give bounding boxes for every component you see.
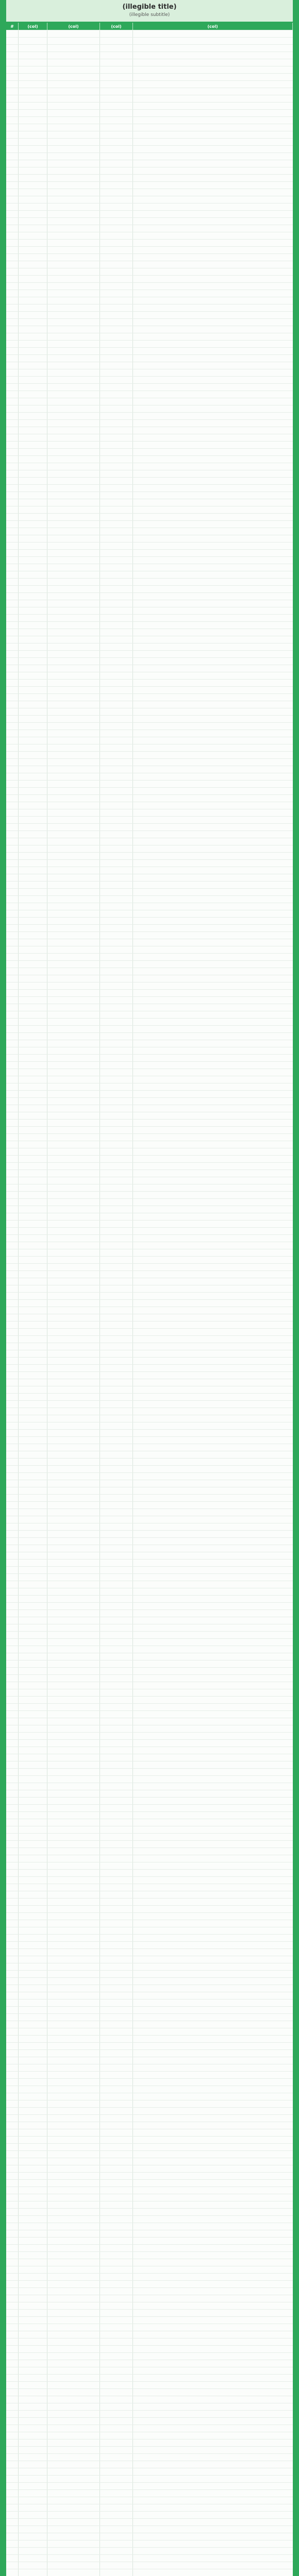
page-title: (illegible title) (122, 3, 177, 11)
page-header (6, 0, 293, 23)
column-header: (col) (100, 23, 133, 30)
column-header: (col) (47, 23, 100, 30)
column-header: (col) (19, 23, 47, 30)
table-body (6, 30, 293, 2576)
table-header-row (6, 23, 293, 30)
data-table (6, 23, 293, 2576)
page-subtitle: (illegible subtitle) (129, 12, 170, 18)
right-border (293, 0, 299, 2576)
column-header: # (6, 23, 19, 30)
column-header: (col) (133, 23, 293, 30)
left-border (0, 0, 6, 2576)
